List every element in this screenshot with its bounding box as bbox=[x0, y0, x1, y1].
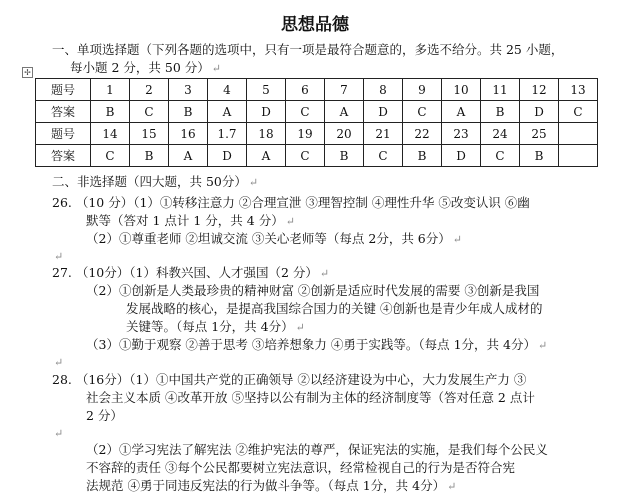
table-cell: C bbox=[286, 101, 325, 123]
table-cell: 13 bbox=[559, 79, 598, 101]
text: 不容辞的责任 ③每个公民都要树立宪法意识，经常检视自己的行为是否符合宪 bbox=[86, 460, 515, 475]
text: 每小题 2 分，共 50 分） bbox=[70, 60, 210, 75]
table-cell: D bbox=[208, 145, 247, 167]
table-cell: 22 bbox=[403, 123, 442, 145]
table-cell: 5 bbox=[247, 79, 286, 101]
table-cell: 2 bbox=[130, 79, 169, 101]
table-cell: B bbox=[91, 101, 130, 123]
table-cell: C bbox=[481, 145, 520, 167]
text: 法规范 ④勇于同违反宪法的行为做斗争等。（每点 1分，共 4分） bbox=[86, 478, 446, 493]
table-cell bbox=[559, 123, 598, 145]
paragraph-mark: ↵ bbox=[54, 356, 64, 369]
text: 一、单项选择题（下列各题的选项中，只有一项是最符合题意的，多选不给分。共 25 小题， bbox=[52, 42, 564, 57]
table-cell: 18 bbox=[247, 123, 286, 145]
table-cell: D bbox=[364, 101, 403, 123]
table-cell: 23 bbox=[442, 123, 481, 145]
table-cell bbox=[559, 145, 598, 167]
table-cell: 11 bbox=[481, 79, 520, 101]
table-cell: 12 bbox=[520, 79, 559, 101]
q27-line1 bbox=[52, 265, 329, 282]
blank-line bbox=[52, 248, 63, 265]
table-cell: D bbox=[442, 145, 481, 167]
text: 26. （10 分）（1）①转移注意力 ②合理宣泄 ③理智控制 ④理性升华 ⑤改变认识 ⑥幽 bbox=[52, 195, 530, 210]
section1-instructions-line1 bbox=[52, 42, 563, 58]
paragraph-mark: ↵ bbox=[54, 427, 64, 440]
paragraph-mark: ↵ bbox=[452, 233, 462, 246]
table-cell: C bbox=[91, 145, 130, 167]
table-cell: D bbox=[247, 101, 286, 123]
table-answer-label: 答案 bbox=[36, 101, 91, 123]
q28-line1 bbox=[52, 372, 526, 388]
text: 28. （16分）（1）①中国共产党的正确领导 ②以经济建设为中心，大力发展生产力 ③ bbox=[52, 372, 527, 387]
table-cell: 1 bbox=[91, 79, 130, 101]
table-cell: B bbox=[403, 145, 442, 167]
table-cell: 9 bbox=[403, 79, 442, 101]
table-cell: C bbox=[286, 145, 325, 167]
move-anchor-icon[interactable]: ✢ bbox=[22, 67, 33, 78]
blank-line bbox=[52, 354, 63, 371]
table-cell: B bbox=[520, 145, 559, 167]
q26-line2 bbox=[86, 213, 295, 230]
text: 二、非选择题（四大题，共 50分） bbox=[52, 174, 247, 189]
table-cell: A bbox=[442, 101, 481, 123]
text: （2）①尊重老师 ②坦诚交流 ③关心老师等（每点 2分，共 6分） bbox=[86, 231, 451, 246]
paragraph-mark: ↵ bbox=[211, 62, 221, 75]
table-cell: 19 bbox=[286, 123, 325, 145]
q28-line4 bbox=[86, 442, 548, 458]
paragraph-mark: ↵ bbox=[248, 176, 259, 189]
table-cell: C bbox=[559, 101, 598, 123]
paragraph-mark: ↵ bbox=[285, 215, 295, 228]
table-cell: D bbox=[520, 101, 559, 123]
q28-line3 bbox=[86, 408, 123, 424]
paragraph-mark: ↵ bbox=[295, 321, 305, 334]
table-cell: A bbox=[169, 145, 208, 167]
table-cell: 3 bbox=[169, 79, 208, 101]
table-cell: C bbox=[403, 101, 442, 123]
q27-line2 bbox=[86, 283, 539, 299]
table-cell: 16 bbox=[169, 123, 208, 145]
table-answer-label: 答案 bbox=[36, 145, 91, 167]
text: 发展战略的核心，是提高我国综合国力的关键 ④创新也是青少年成人成材的 bbox=[126, 301, 543, 316]
q26-line1 bbox=[52, 195, 530, 211]
answer-table bbox=[35, 78, 598, 167]
table-cell: 15 bbox=[130, 123, 169, 145]
text: 2 分） bbox=[86, 408, 123, 423]
section2-heading bbox=[52, 174, 258, 191]
table-cell: C bbox=[364, 145, 403, 167]
table-header-label: 题号 bbox=[36, 123, 91, 145]
table-header-label: 题号 bbox=[36, 79, 91, 101]
table-cell: C bbox=[130, 101, 169, 123]
q27-line4 bbox=[126, 319, 305, 336]
q26-line3 bbox=[86, 231, 462, 248]
text: 默等（答对 1 点计 1 分，共 4 分） bbox=[86, 213, 284, 228]
section1-instructions-line2 bbox=[70, 60, 221, 77]
table-cell: B bbox=[325, 145, 364, 167]
paragraph-mark: ↵ bbox=[319, 267, 330, 280]
table-cell: 7 bbox=[325, 79, 364, 101]
text: 27. （10分）（1）科教兴国、人才强国（2 分） bbox=[52, 265, 318, 280]
q28-line2 bbox=[86, 390, 535, 406]
table-cell: A bbox=[247, 145, 286, 167]
text: （2）①学习宪法了解宪法 ②维护宪法的尊严，保证宪法的实施，是我们每个公民义 bbox=[86, 442, 548, 457]
table-cell: 21 bbox=[364, 123, 403, 145]
table-cell: 8 bbox=[364, 79, 403, 101]
table-cell: 6 bbox=[286, 79, 325, 101]
table-row-numbers-1 bbox=[36, 79, 598, 101]
text: （2）①创新是人类最珍贵的精神财富 ②创新是适应时代发展的需要 ③创新是我国 bbox=[86, 283, 540, 298]
paragraph-mark: ↵ bbox=[54, 250, 64, 263]
table-cell: 1.7 bbox=[208, 123, 247, 145]
text: 关键等。（每点 1分，共 4分） bbox=[126, 319, 294, 334]
table-cell: A bbox=[325, 101, 364, 123]
table-cell: 4 bbox=[208, 79, 247, 101]
table-row-answers-2 bbox=[36, 145, 598, 167]
table-cell: B bbox=[481, 101, 520, 123]
table-row-answers-1 bbox=[36, 101, 598, 123]
q28-line6 bbox=[86, 478, 456, 495]
q27-line5 bbox=[86, 337, 547, 354]
table-cell: 10 bbox=[442, 79, 481, 101]
text: （3）①勤于观察 ②善于思考 ③培养想象力 ④勇于实践等。（每点 1分，共 4分） bbox=[86, 337, 536, 352]
q28-line5 bbox=[86, 460, 515, 476]
paragraph-mark: ↵ bbox=[447, 480, 457, 493]
table-row-numbers-2 bbox=[36, 123, 598, 145]
paragraph-mark: ↵ bbox=[537, 339, 548, 352]
table-cell: A bbox=[208, 101, 247, 123]
blank-line bbox=[52, 425, 63, 442]
table-cell: 24 bbox=[481, 123, 520, 145]
page-title: 思想品德 bbox=[281, 15, 349, 35]
table-cell: B bbox=[169, 101, 208, 123]
table-cell: B bbox=[130, 145, 169, 167]
table-cell: 25 bbox=[520, 123, 559, 145]
table-cell: 20 bbox=[325, 123, 364, 145]
q27-line3 bbox=[126, 301, 542, 317]
text: 社会主义本质 ④改革开放 ⑤坚持以公有制为主体的经济制度等（答对任意 2 点计 bbox=[86, 390, 535, 405]
table-cell: 14 bbox=[91, 123, 130, 145]
